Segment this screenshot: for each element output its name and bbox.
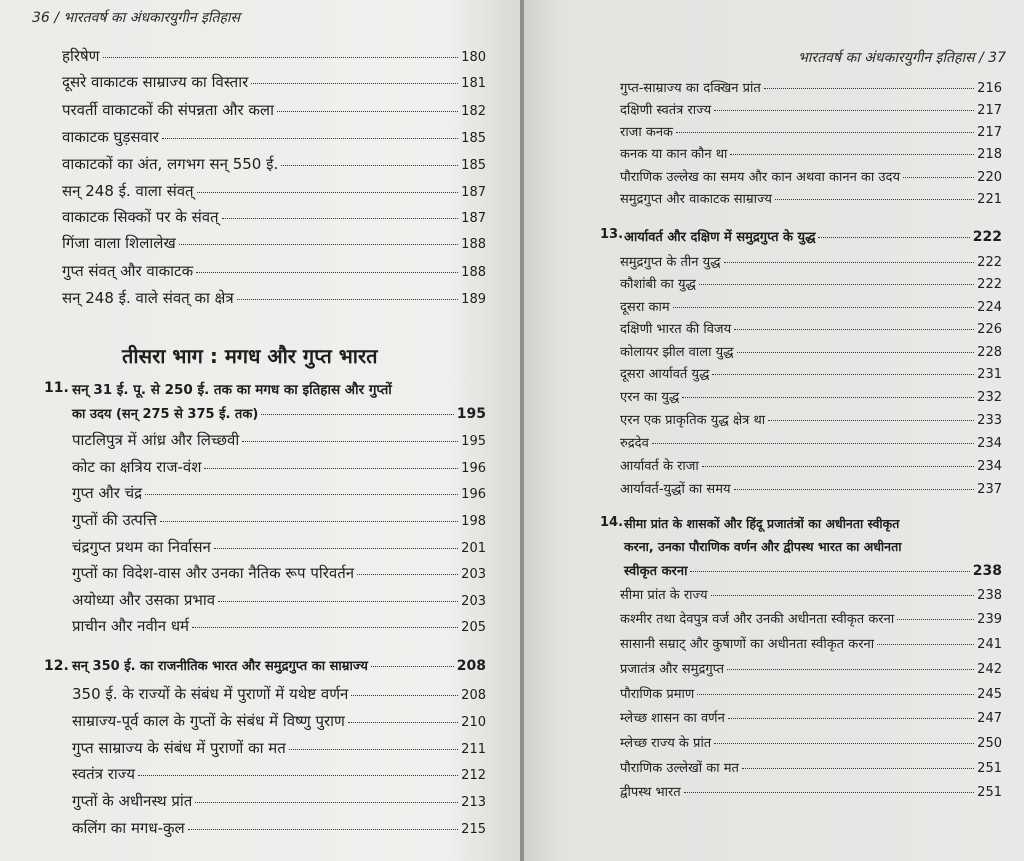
toc-entry: गुप्तों का विदेश-वास और उनका नैतिक रूप परिवर्तन 203 bbox=[72, 564, 486, 582]
toc-entry: पाटलिपुत्र में आंध्र और लिच्छवी 195 bbox=[72, 431, 486, 449]
toc-entry: एरन एक प्राकृतिक युद्ध क्षेत्र था 233 bbox=[620, 413, 1002, 428]
toc-entry: स्वतंत्र राज्य 212 bbox=[72, 765, 486, 783]
toc-entry: 350 ई. के राज्यों के संबंध में पुराणों में यथेष्ट वर्णन 208 bbox=[72, 685, 486, 703]
toc-entry: गिंजा वाला शिलालेख 188 bbox=[62, 234, 486, 252]
left-page-header: 36 / भारतवर्ष का अंधकारयुगीन इतिहास bbox=[32, 10, 241, 26]
toc-entry: पौराणिक उल्लेखों का मत 251 bbox=[620, 761, 1002, 776]
toc-entry: कौशांबी का युद्ध 222 bbox=[620, 277, 1002, 292]
toc-entry: सीमा प्रांत के राज्य 238 bbox=[620, 588, 1002, 603]
toc-entry: गुप्त और चंद्र 196 bbox=[72, 484, 486, 502]
toc-entry: हरिषेण 180 bbox=[62, 47, 486, 65]
chapter-heading: आर्यावर्त और दक्षिण में समुद्रगुप्त के युद्ध 222 bbox=[624, 229, 1002, 245]
chapter-number: 13. bbox=[600, 227, 624, 242]
toc-entry: कनक या कान कौन था 218 bbox=[620, 147, 1002, 162]
toc-entry: कोलायर झील वाला युद्ध 228 bbox=[620, 345, 1002, 360]
toc-entry: चंद्रगुप्त प्रथम का निर्वासन 201 bbox=[72, 538, 486, 556]
toc-entry: वाकाटकों का अंत, लगभग सन् 550 ई. 185 bbox=[62, 155, 486, 173]
chapter-heading: स्वीकृत करना 238 bbox=[624, 563, 1002, 579]
toc-entry: दक्षिणी भारत की विजय 226 bbox=[620, 322, 1002, 337]
toc-entry: गुप्त साम्राज्य के संबंध में पुराणों का मत 211 bbox=[72, 739, 486, 757]
toc-entry: कोट का क्षत्रिय राज-वंश 196 bbox=[72, 458, 486, 476]
toc-entry: दक्षिणी स्वतंत्र राज्य 217 bbox=[620, 103, 1002, 118]
chapter-title-line: सन् 31 ई. पू. से 250 ई. तक का मगध का इतिहास और गुप्तों bbox=[72, 382, 392, 398]
toc-entry: प्राचीन और नवीन धर्म 205 bbox=[72, 617, 486, 635]
toc-entry: गुप्त-साम्राज्य का दक्खिन प्रांत 216 bbox=[620, 81, 1002, 96]
toc-entry: रुद्रदेव 234 bbox=[620, 436, 1002, 451]
chapter-title-line: करना, उनका पौराणिक वर्णन और द्वीपस्थ भारत का अधीनता bbox=[624, 539, 902, 554]
toc-entry: साम्राज्य-पूर्व काल के गुप्तों के संबंध में विष्णु पुराण 210 bbox=[72, 712, 486, 730]
chapter-heading: का उदय (सन् 275 से 375 ई. तक) 195 bbox=[72, 406, 486, 422]
toc-entry: द्वीपस्थ भारत 251 bbox=[620, 785, 1002, 800]
chapter-title-line: सीमा प्रांत के शासकों और हिंदू प्रजातंत्रों का अधीनता स्वीकृत bbox=[624, 516, 900, 531]
toc-entry: दूसरा आर्यावर्त युद्ध 231 bbox=[620, 367, 1002, 382]
toc-entry: समुद्रगुप्त के तीन युद्ध 222 bbox=[620, 255, 1002, 270]
toc-entry: राजा कनक 217 bbox=[620, 125, 1002, 140]
toc-entry: अयोध्या और उसका प्रभाव 203 bbox=[72, 591, 486, 609]
toc-entry: वाकाटक घुड़सवार 185 bbox=[62, 128, 486, 146]
toc-entry: दूसरा काम 224 bbox=[620, 300, 1002, 315]
toc-entry: कलिंग का मगध-कुल 215 bbox=[72, 819, 486, 837]
chapter-number: 11. bbox=[44, 380, 69, 396]
toc-entry: समुद्रगुप्त और वाकाटक साम्राज्य 221 bbox=[620, 192, 1002, 207]
toc-entry: कश्मीर तथा देवपुत्र वर्ज और उनकी अधीनता स्वीकृत करना 239 bbox=[620, 612, 1002, 627]
toc-entry: प्रजातंत्र और समुद्रगुप्त 242 bbox=[620, 662, 1002, 677]
chapter-number: 12. bbox=[44, 658, 69, 674]
toc-entry: दूसरे वाकाटक साम्राज्य का विस्तार 181 bbox=[62, 73, 486, 91]
toc-entry: म्लेच्छ शासन का वर्णन 247 bbox=[620, 711, 1002, 726]
toc-entry: पौराणिक प्रमाण 245 bbox=[620, 687, 1002, 702]
toc-entry: आर्यावर्त-युद्धों का समय 237 bbox=[620, 482, 1002, 497]
section-title: तीसरा भाग : मगध और गुप्त भारत bbox=[122, 344, 378, 368]
toc-entry: म्लेच्छ राज्य के प्रांत 250 bbox=[620, 736, 1002, 751]
toc-entry: आर्यावर्त के राजा 234 bbox=[620, 459, 1002, 474]
chapter-heading: सन् 350 ई. का राजनीतिक भारत और समुद्रगुप्त का साम्राज्य 208 bbox=[72, 658, 486, 674]
toc-entry: पौराणिक उल्लेख का समय और कान अथवा कानन का उदय 220 bbox=[620, 170, 1002, 185]
toc-entry: गुप्तों के अधीनस्थ प्रांत 213 bbox=[72, 792, 486, 810]
toc-entry: गुप्त संवत् और वाकाटक 188 bbox=[62, 262, 486, 280]
toc-entry: एरन का युद्ध 232 bbox=[620, 390, 1002, 405]
toc-entry: सन् 248 ई. वाला संवत् 187 bbox=[62, 182, 486, 200]
toc-entry: परवर्ती वाकाटकों की संपन्नता और कला 182 bbox=[62, 101, 486, 119]
chapter-number: 14. bbox=[600, 515, 624, 530]
toc-entry: वाकाटक सिक्कों पर के संवत् 187 bbox=[62, 208, 486, 226]
toc-entry: गुप्तों की उत्पत्ति 198 bbox=[72, 511, 486, 529]
toc-entry: सन् 248 ई. वाले संवत् का क्षेत्र 189 bbox=[62, 289, 486, 307]
toc-entry: सासानी सम्राट् और कुषाणों का अधीनता स्वीकृत करना 241 bbox=[620, 637, 1002, 652]
right-page-header: भारतवर्ष का अंधकारयुगीन इतिहास / 37 bbox=[797, 50, 1006, 66]
right-page bbox=[524, 0, 1024, 861]
